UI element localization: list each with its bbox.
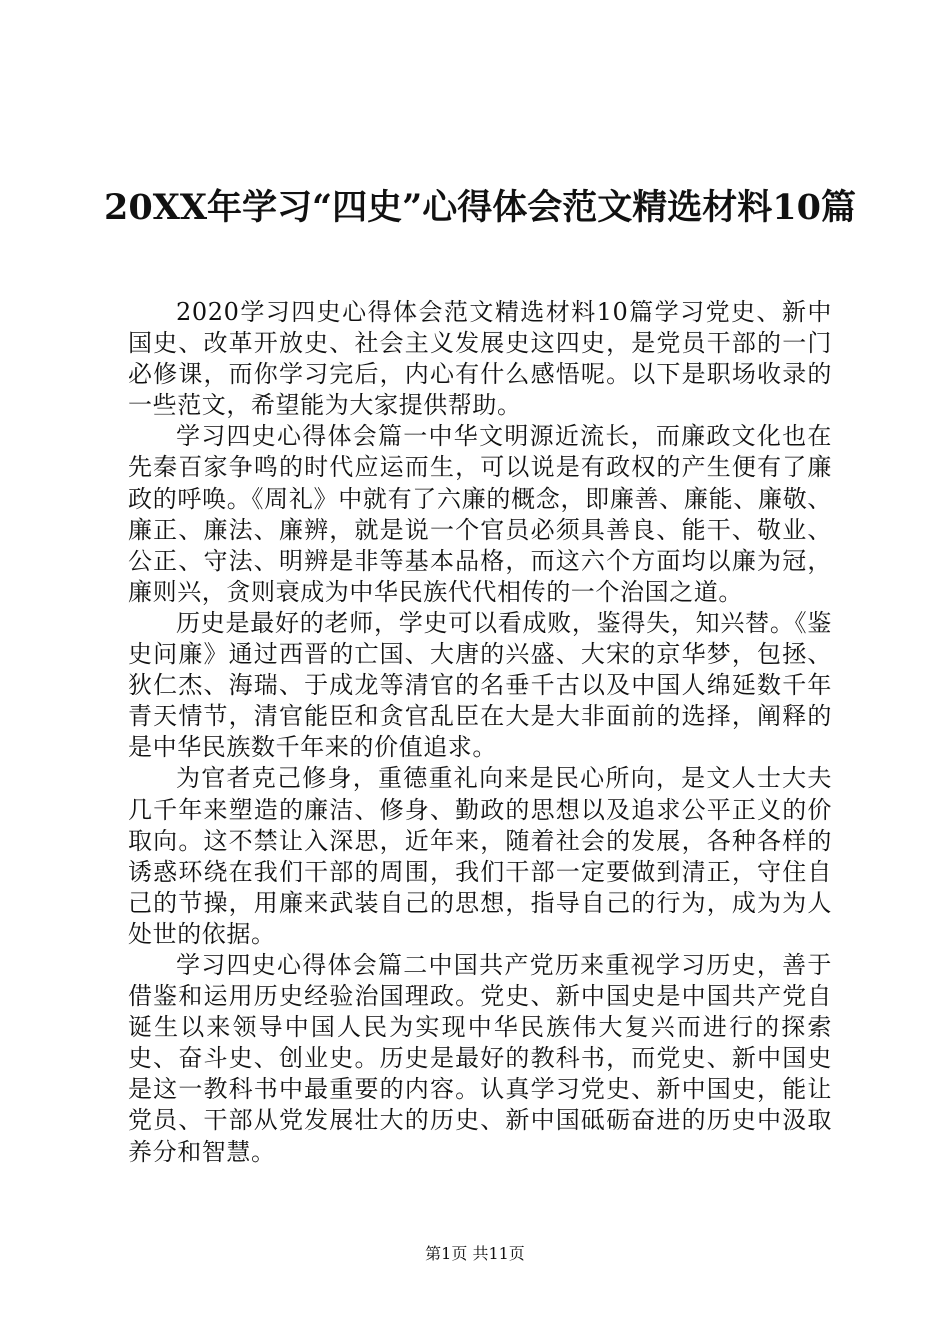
paragraph-2: 历史是最好的老师，学史可以看成败，鉴得失，知兴替。《鉴史问廉》通过西晋的亡国、大唐的兴盛、大宋的京华梦，包拯、狄仁杰、海瑞、于成龙等清官的名垂千古以及中国人绵延数千年青天情节，清官能臣和贪官乱臣在大是大非面前的选择，阐释的是中华民族数千年来的价值追求。 (128, 608, 832, 762)
paragraph-1: 学习四史心得体会篇一中华文明源近流长，而廉政文化也在先秦百家争鸣的时代应运而生，可以说是有政权的产生便有了廉政的呼唤。《周礼》中就有了六廉的概念，即廉善、廉能、廉敬、廉正、廉法、廉辨，就是说一个官员必须具善良、能干、敬业、公正、守法、明辨是非等基本品格，而这六个方面均以廉为冠，廉则兴，贪则衰成为中华民族代代相传的一个治国之道。 (128, 422, 832, 606)
document-body (128, 297, 832, 1168)
paragraph-intro: 2020学习四史心得体会范文精选材料10篇学习党史、新中国史、改革开放史、社会主义发展史这四史，是党员干部的一门必修课，而你学习完后，内心有什么感悟呢。以下是职场收录的一些范文，希望能为大家提供帮助。 (128, 298, 832, 420)
document-title: 20XX年学习“四史”心得体会范文精选材料10篇 (104, 187, 856, 228)
paragraph-4: 学习四史心得体会篇二中国共产党历来重视学习历史，善于借鉴和运用历史经验治国理政。党史、新中国史是中国共产党自诞生以来领导中国人民为实现中华民族伟大复兴而进行的探索史、奋斗史、创业史。历史是最好的教科书，而党史、新中国史是这一教科书中最重要的内容。认真学习党史、新中国史，能让党员、干部从党发展壮大的历史、新中国砥砺奋进的历史中汲取养分和智慧。 (128, 950, 832, 1166)
paragraph-3: 为官者克己修身，重德重礼向来是民心所向，是文人士大夫几千年来塑造的廉洁、修身、勤政的思想以及追求公平正义的价取向。这不禁让入深思，近年来，随着社会的发展，各种各样的诱惑环绕在我们干部的周围，我们干部一定要做到清正，守住自己的节操，用廉来武装自己的思想，指导自己的行为，成为为人处世的依据。 (128, 764, 832, 948)
page-footer: 第1页 共11页 (425, 1244, 525, 1263)
